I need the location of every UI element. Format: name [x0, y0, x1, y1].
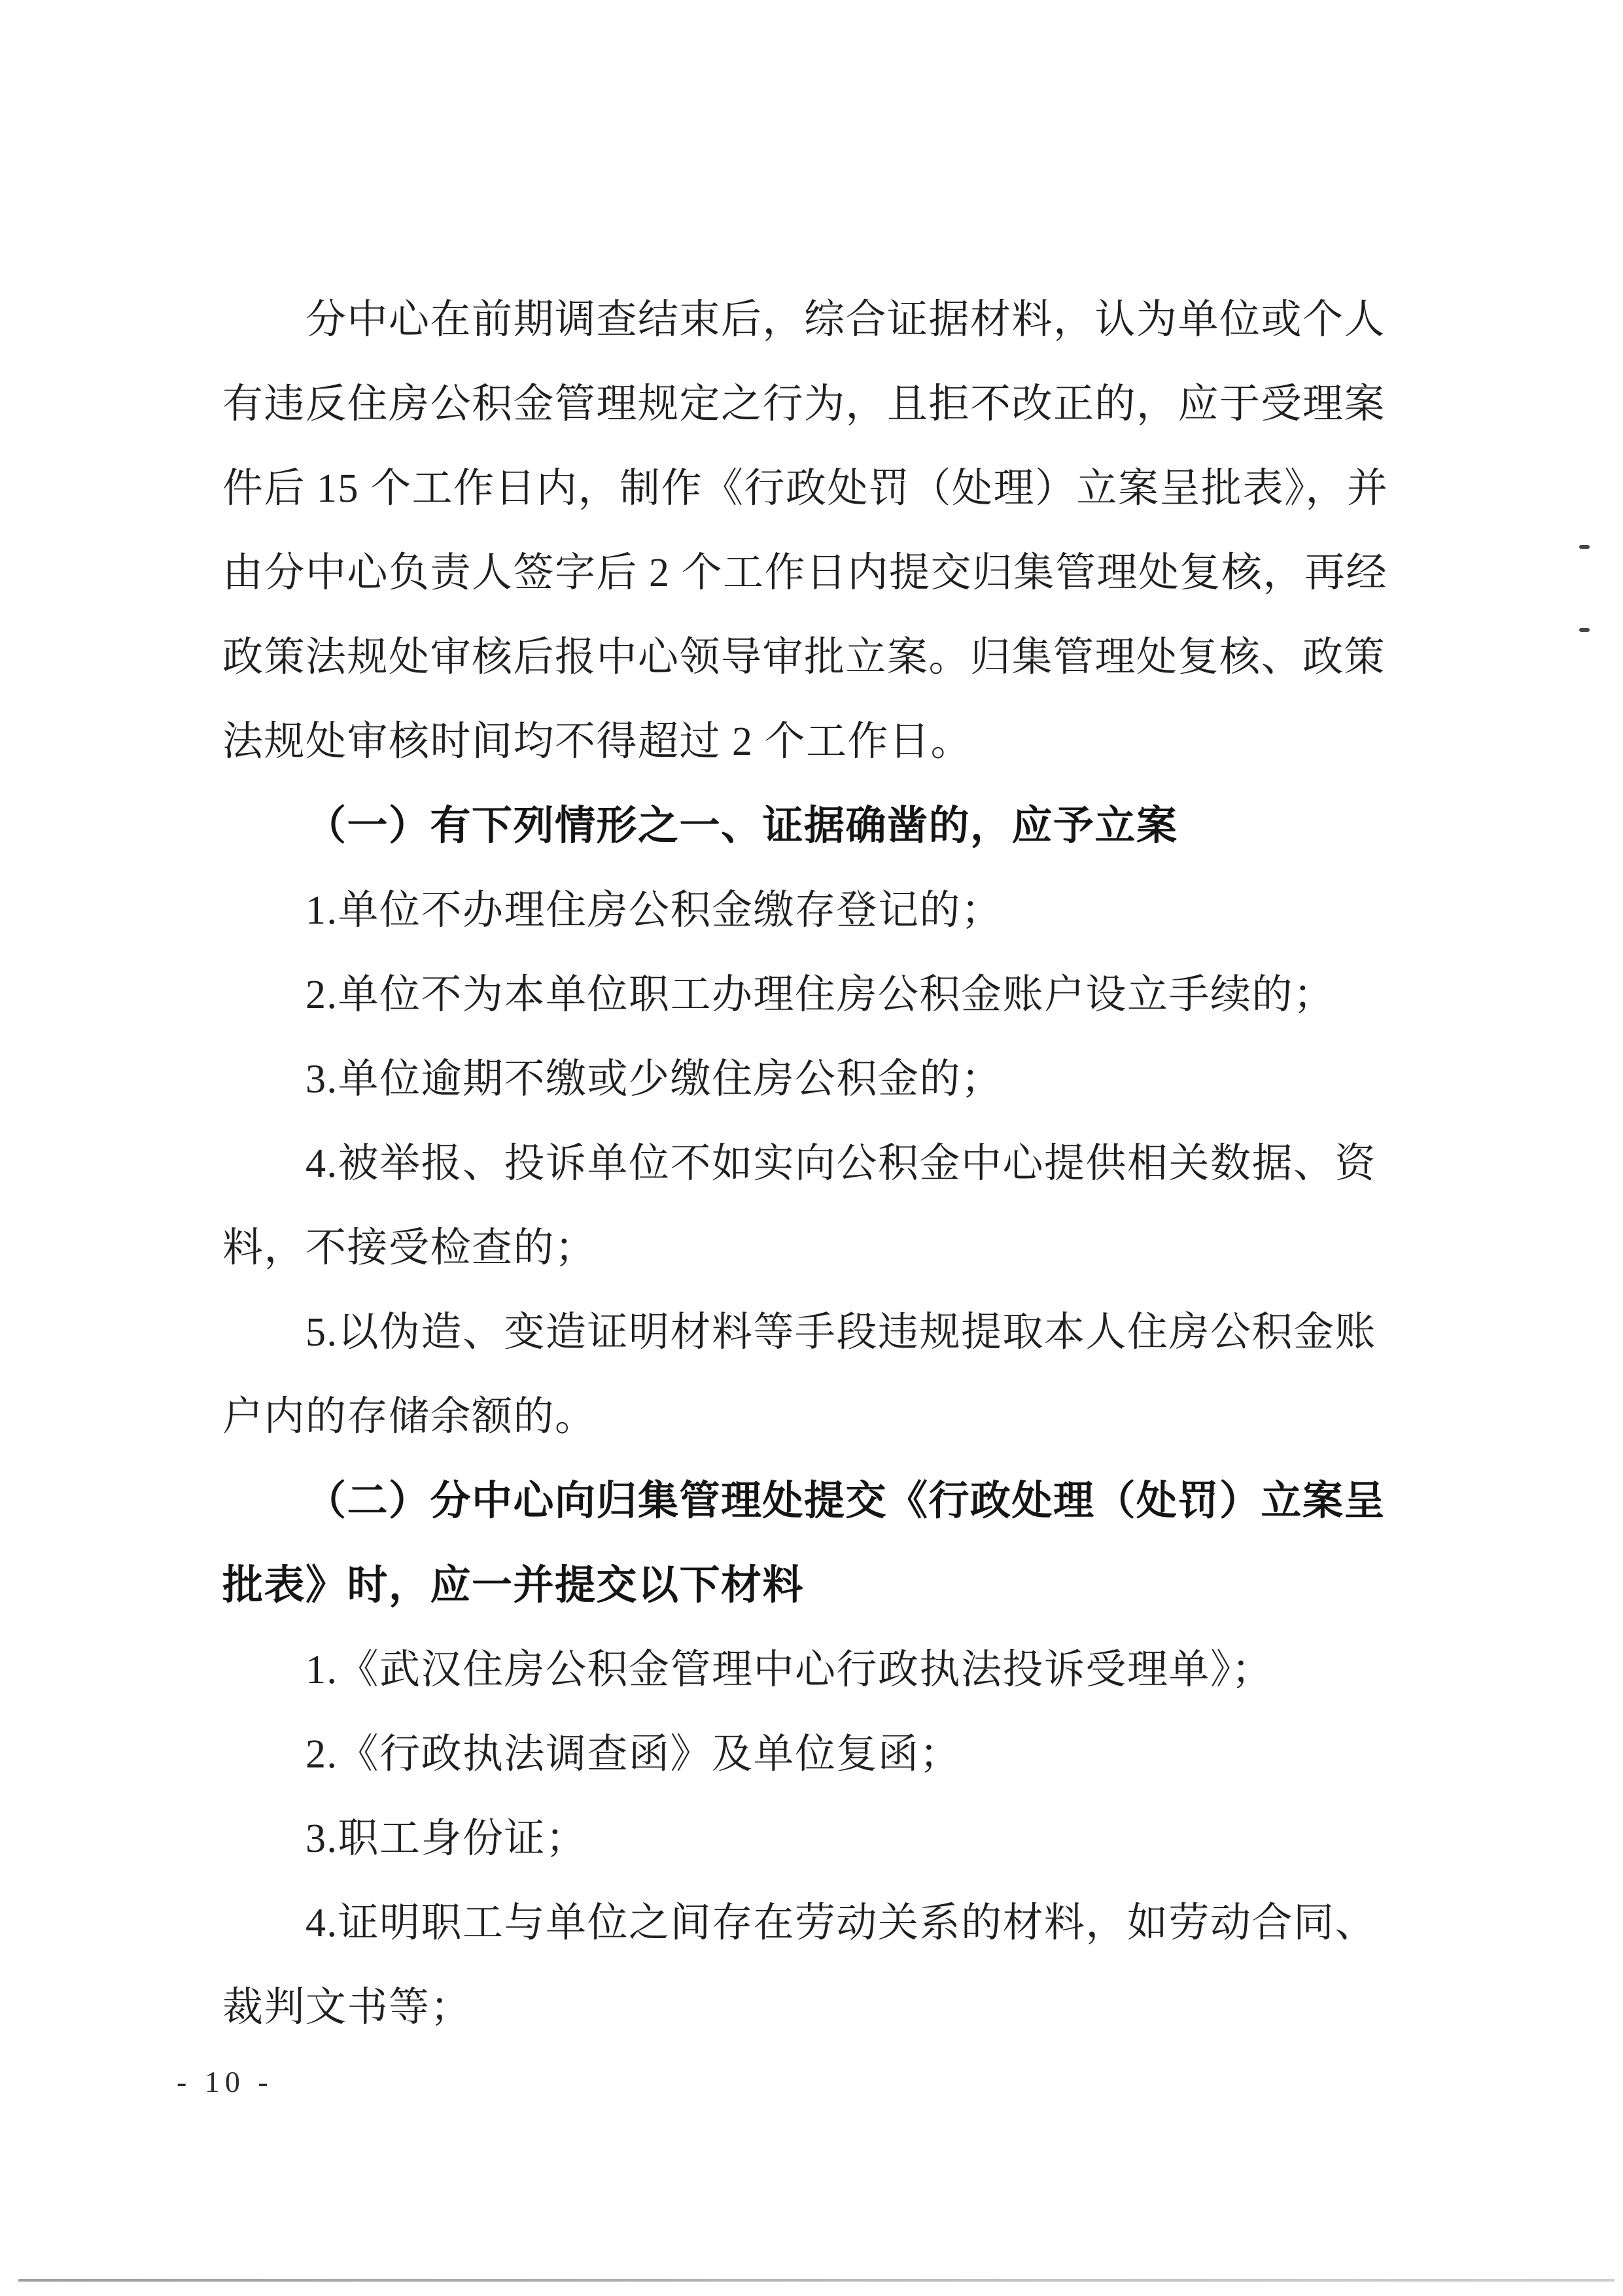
text-line: 裁判文书等； [222, 1985, 472, 2030]
scan-artifact-dash-upper [1579, 545, 1590, 549]
text-line: 法规处审核时间均不得超过 2 个工作日。 [222, 720, 973, 764]
text-line: 2.《行政执法调查函》及单位复函； [305, 1732, 962, 1777]
scan-edge-line [18, 2279, 1614, 2282]
text-line: 分中心在前期调查结束后，综合证据材料，认为单位或个人 [305, 298, 1386, 342]
text-line: 3.单位逾期不缴或少缴住房公积金的； [305, 1057, 1003, 1102]
text-line: 批表》时，应一并提交以下材料 [222, 1563, 805, 1608]
scan-artifact-dash-lower [1579, 628, 1590, 632]
text-line: （一）有下列情形之一、证据确凿的，应予立案 [305, 804, 1178, 848]
text-line: 由分中心负责人签字后 2 个工作日内提交归集管理处复核，再经 [222, 551, 1388, 595]
text-line: 5.以伪造、变造证明材料等手段违规提取本人住房公积金账 [305, 1310, 1377, 1355]
text-line: 1.单位不办理住房公积金缴存登记的； [305, 888, 1003, 933]
text-line: 4.证明职工与单位之间存在劳动关系的材料，如劳动合同、 [305, 1901, 1377, 1945]
text-line: 3.职工身份证； [305, 1817, 587, 1861]
text-line: 1.《武汉住房公积金管理中心行政执法投诉受理单》； [305, 1648, 1274, 1692]
text-line: 4.被举报、投诉单位不如实向公积金中心提供相关数据、资 [305, 1141, 1377, 1186]
text-line: 户内的存储余额的。 [222, 1395, 597, 1439]
text-line: 料，不接受检查的； [222, 1226, 597, 1270]
text-line: 政策法规处审核后报中心领导审批立案。归集管理处复核、政策 [222, 635, 1386, 680]
text-line: 有违反住房公积金管理规定之行为，且拒不改正的，应于受理案 [222, 382, 1386, 426]
page-number: - 10 - [177, 2065, 273, 2098]
text-line: （二）分中心向归集管理处提交《行政处理（处罚）立案呈 [305, 1479, 1386, 1523]
document-body [222, 278, 1442, 2050]
text-line: 件后 15 个工作日内，制作《行政处罚（处理）立案呈批表》，并 [222, 466, 1389, 511]
text-line: 2.单位不为本单位职工办理住房公积金账户设立手续的； [305, 973, 1335, 1017]
